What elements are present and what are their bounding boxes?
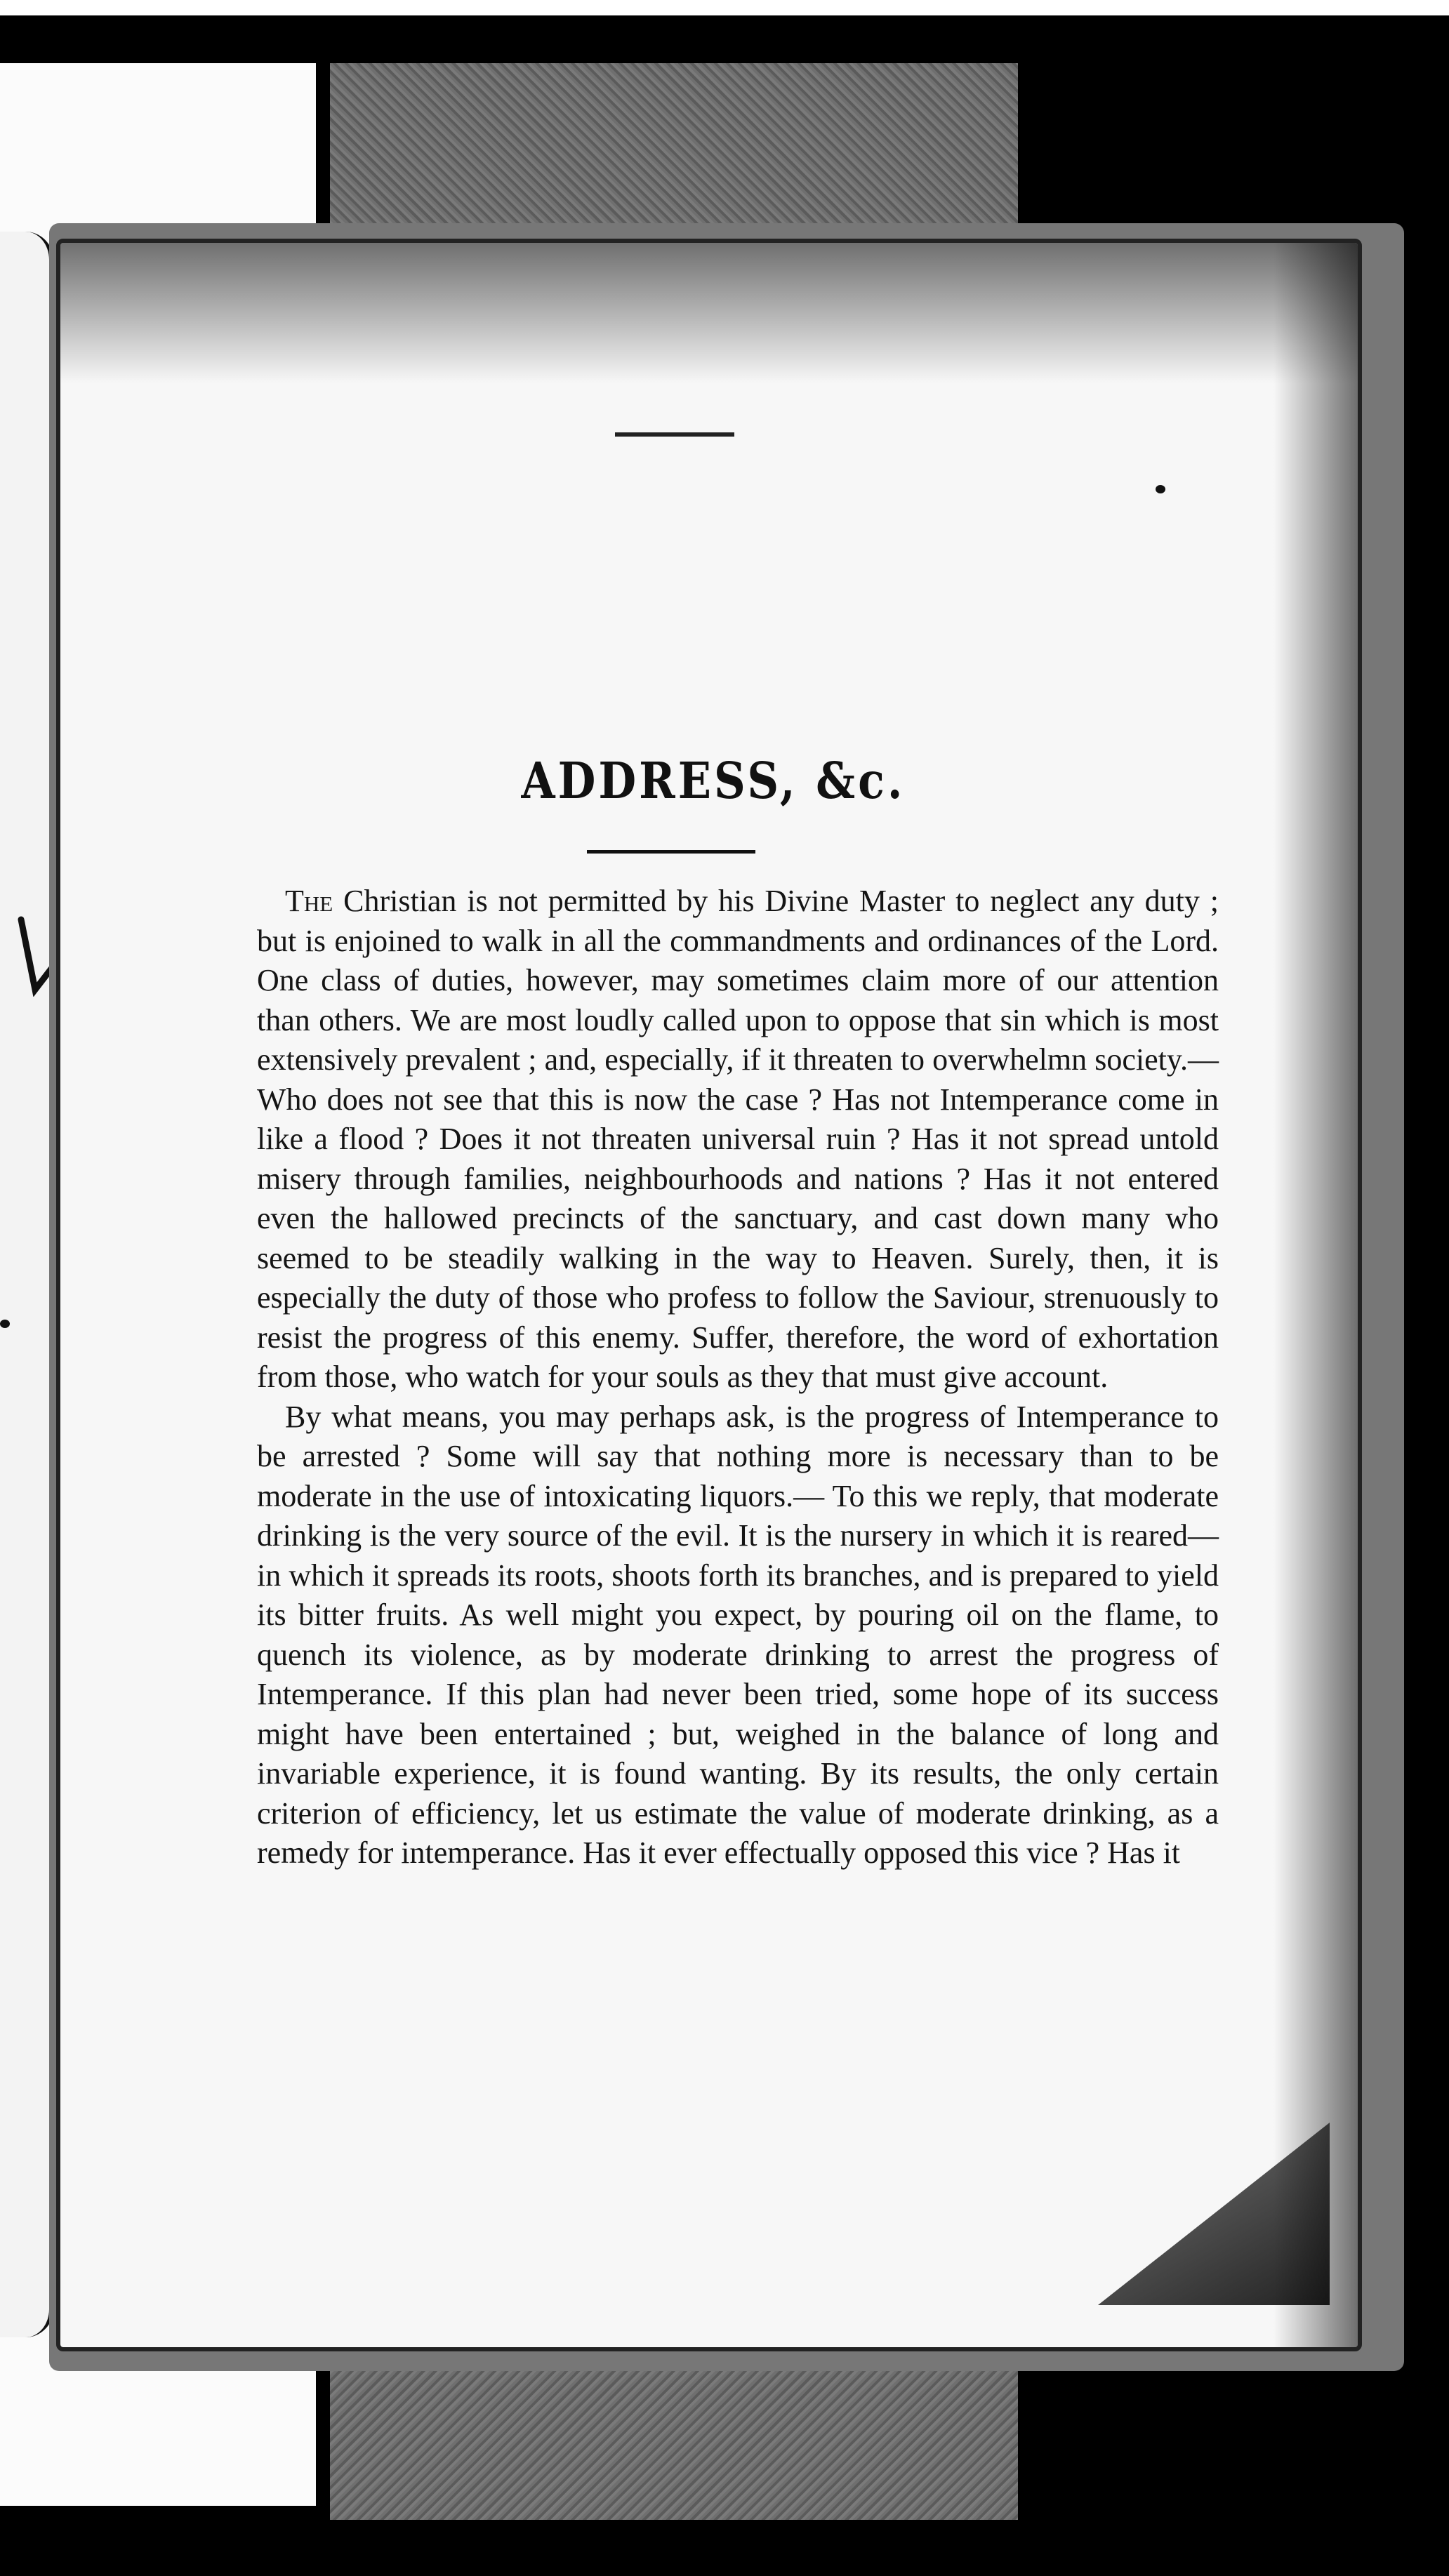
heading-rule bbox=[587, 850, 755, 854]
paragraph-lead-word: The bbox=[285, 884, 333, 918]
book-page bbox=[56, 239, 1362, 2351]
paragraph-text: By what means, you may perhaps ask, is the progress of Intemperance to be arrested ? Some will say that nothing more is necessary than to be moderate in the use of intoxicating liquors.— To this we reply, that moderate drinking is the very source of the evil. It is the nursery in which it is reared—in which it spreads its roots, shoots forth its branches, and is prepared to yield its bitter fruits. As well might you expect, by pouring oil on the flame, to quench its violence, as by moderate drinking to arrest the progress of Intemperance. If this plan had never been tried, some hope of its success might have been entertained ; but, weighed in the balance of long and invariable experience, it is found wanting. By its results, the only certain criterion of efficiency, let us estimate the value of moderate drinking, as a remedy for intemperance. Has it ever effectually opposed this vice ? Has it bbox=[257, 1399, 1219, 1870]
scan-top-edge bbox=[0, 0, 1449, 15]
paragraph-text: Christian is not permitted by his Divine Master to neglect any duty ; but is enjoined to walk in all the commandments and ordinances of the Lord. One class of duties, however, may sometimes claim more of our attention than others. We are most loudly called upon to oppose that sin which is most extensively prevalent ; and, especially, if it threaten to overwhelmn society.— Who does not see that this is now the case ? Has not Intemperance come in like a flood ? Does it not threaten universal ruin ? Has it not spread untold misery through families, neighbourhoods and nations ? Has it not entered even the hallowed precincts of the sanctuary, and cast down many who seemed to be steadily walking in the way to Heaven. Surely, then, it is especially the duty of those who profess to follow the Saviour, strenuously to resist the progress of this enemy. Suffer, therefore, the word of exhortation from those, who watch for your souls as they that must give account. bbox=[257, 884, 1219, 1394]
paragraph-1 bbox=[257, 882, 1219, 1397]
binding-cover-top bbox=[330, 63, 1018, 232]
paragraph-2 bbox=[257, 1397, 1219, 1873]
margin-dot bbox=[0, 1320, 10, 1328]
ornamental-rule-top bbox=[615, 432, 734, 437]
body-text bbox=[257, 882, 1219, 1873]
binding-cover-bottom bbox=[330, 2351, 1018, 2520]
folded-page-corner bbox=[1098, 2123, 1330, 2305]
page-speck bbox=[1156, 485, 1165, 493]
address-heading: ADDRESS, &c. bbox=[521, 751, 906, 811]
facing-page-edge bbox=[0, 232, 53, 2337]
